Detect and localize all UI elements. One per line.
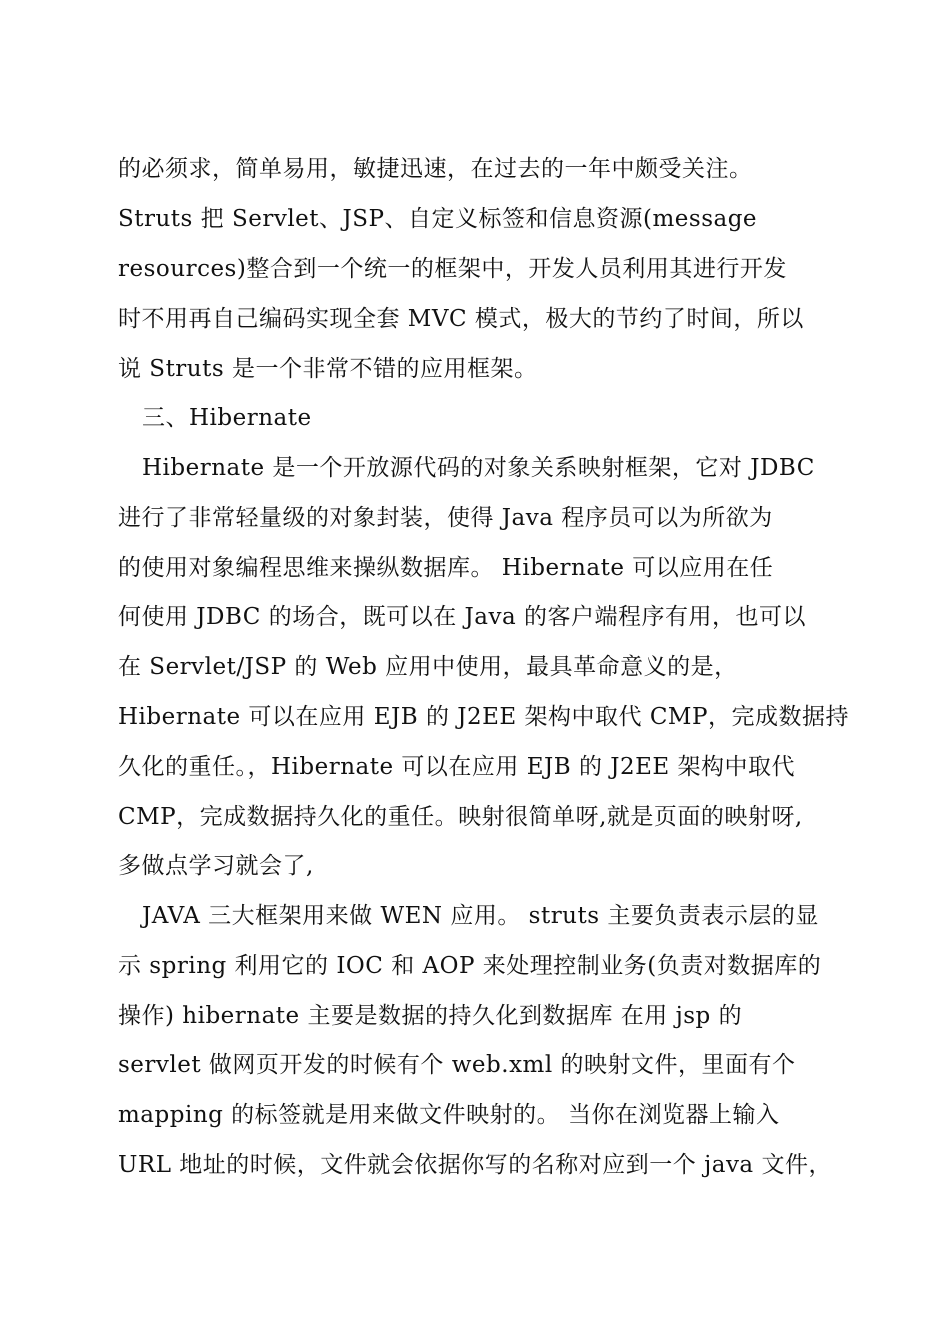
section-heading: 三、Hibernate [142,405,312,431]
text-line: 久化的重任。，Hibernate 可以在应用 EJB 的 J2EE 架构中取代 [118,754,796,780]
text-line: servlet 做网页开发的时候有个 web.xml 的映射文件，里面有个 [118,1052,796,1078]
text-line: JAVA 三大框架用来做 WEN 应用。 struts 主要负责表示层的显 [142,903,819,929]
text-line: 多做点学习就会了, [118,853,314,879]
text-line: mapping 的标签就是用来做文件映射的。 当你在浏览器上输入 [118,1102,780,1128]
text-line: 操作) hibernate 主要是数据的持久化到数据库 在用 jsp 的 [118,1003,743,1029]
text-line: 在 Servlet/JSP 的 Web 应用中使用，最具革命意义的是， [118,654,738,680]
text-line: 时不用再自己编码实现全套 MVC 模式，极大的节约了时间，所以 [118,306,804,332]
text-line: Hibernate 可以在应用 EJB 的 J2EE 架构中取代 CMP，完成数据持 [118,704,849,730]
text-line: URL 地址的时候，文件就会依据你写的名称对应到一个 java 文件， [118,1152,832,1178]
text-line: 的必须求，简单易用，敏捷迅速，在过去的一年中颇受关注。 [118,156,753,182]
text-line: 说 Struts 是一个非常不错的应用框架。 [118,356,538,382]
text-line: CMP，完成数据持久化的重任。映射很简单呀,就是页面的映射呀, [118,804,803,830]
text-line: resources)整合到一个统一的框架中，开发人员利用其进行开发 [118,256,787,282]
text-line: 示 spring 利用它的 IOC 和 AOP 来处理控制业务(负责对数据库的 [118,953,822,979]
text-line: Struts 把 Servlet、JSP、自定义标签和信息资源(message [118,206,758,232]
text-line: Hibernate 是一个开放源代码的对象关系映射框架，它对 JDBC [142,455,815,481]
text-line: 的使用对象编程思维来操纵数据库。 Hibernate 可以应用在任 [118,555,774,581]
text-line: 进行了非常轻量级的对象封装，使得 Java 程序员可以为所欲为 [118,505,773,531]
text-line: 何使用 JDBC 的场合，既可以在 Java 的客户端程序有用，也可以 [118,604,806,630]
